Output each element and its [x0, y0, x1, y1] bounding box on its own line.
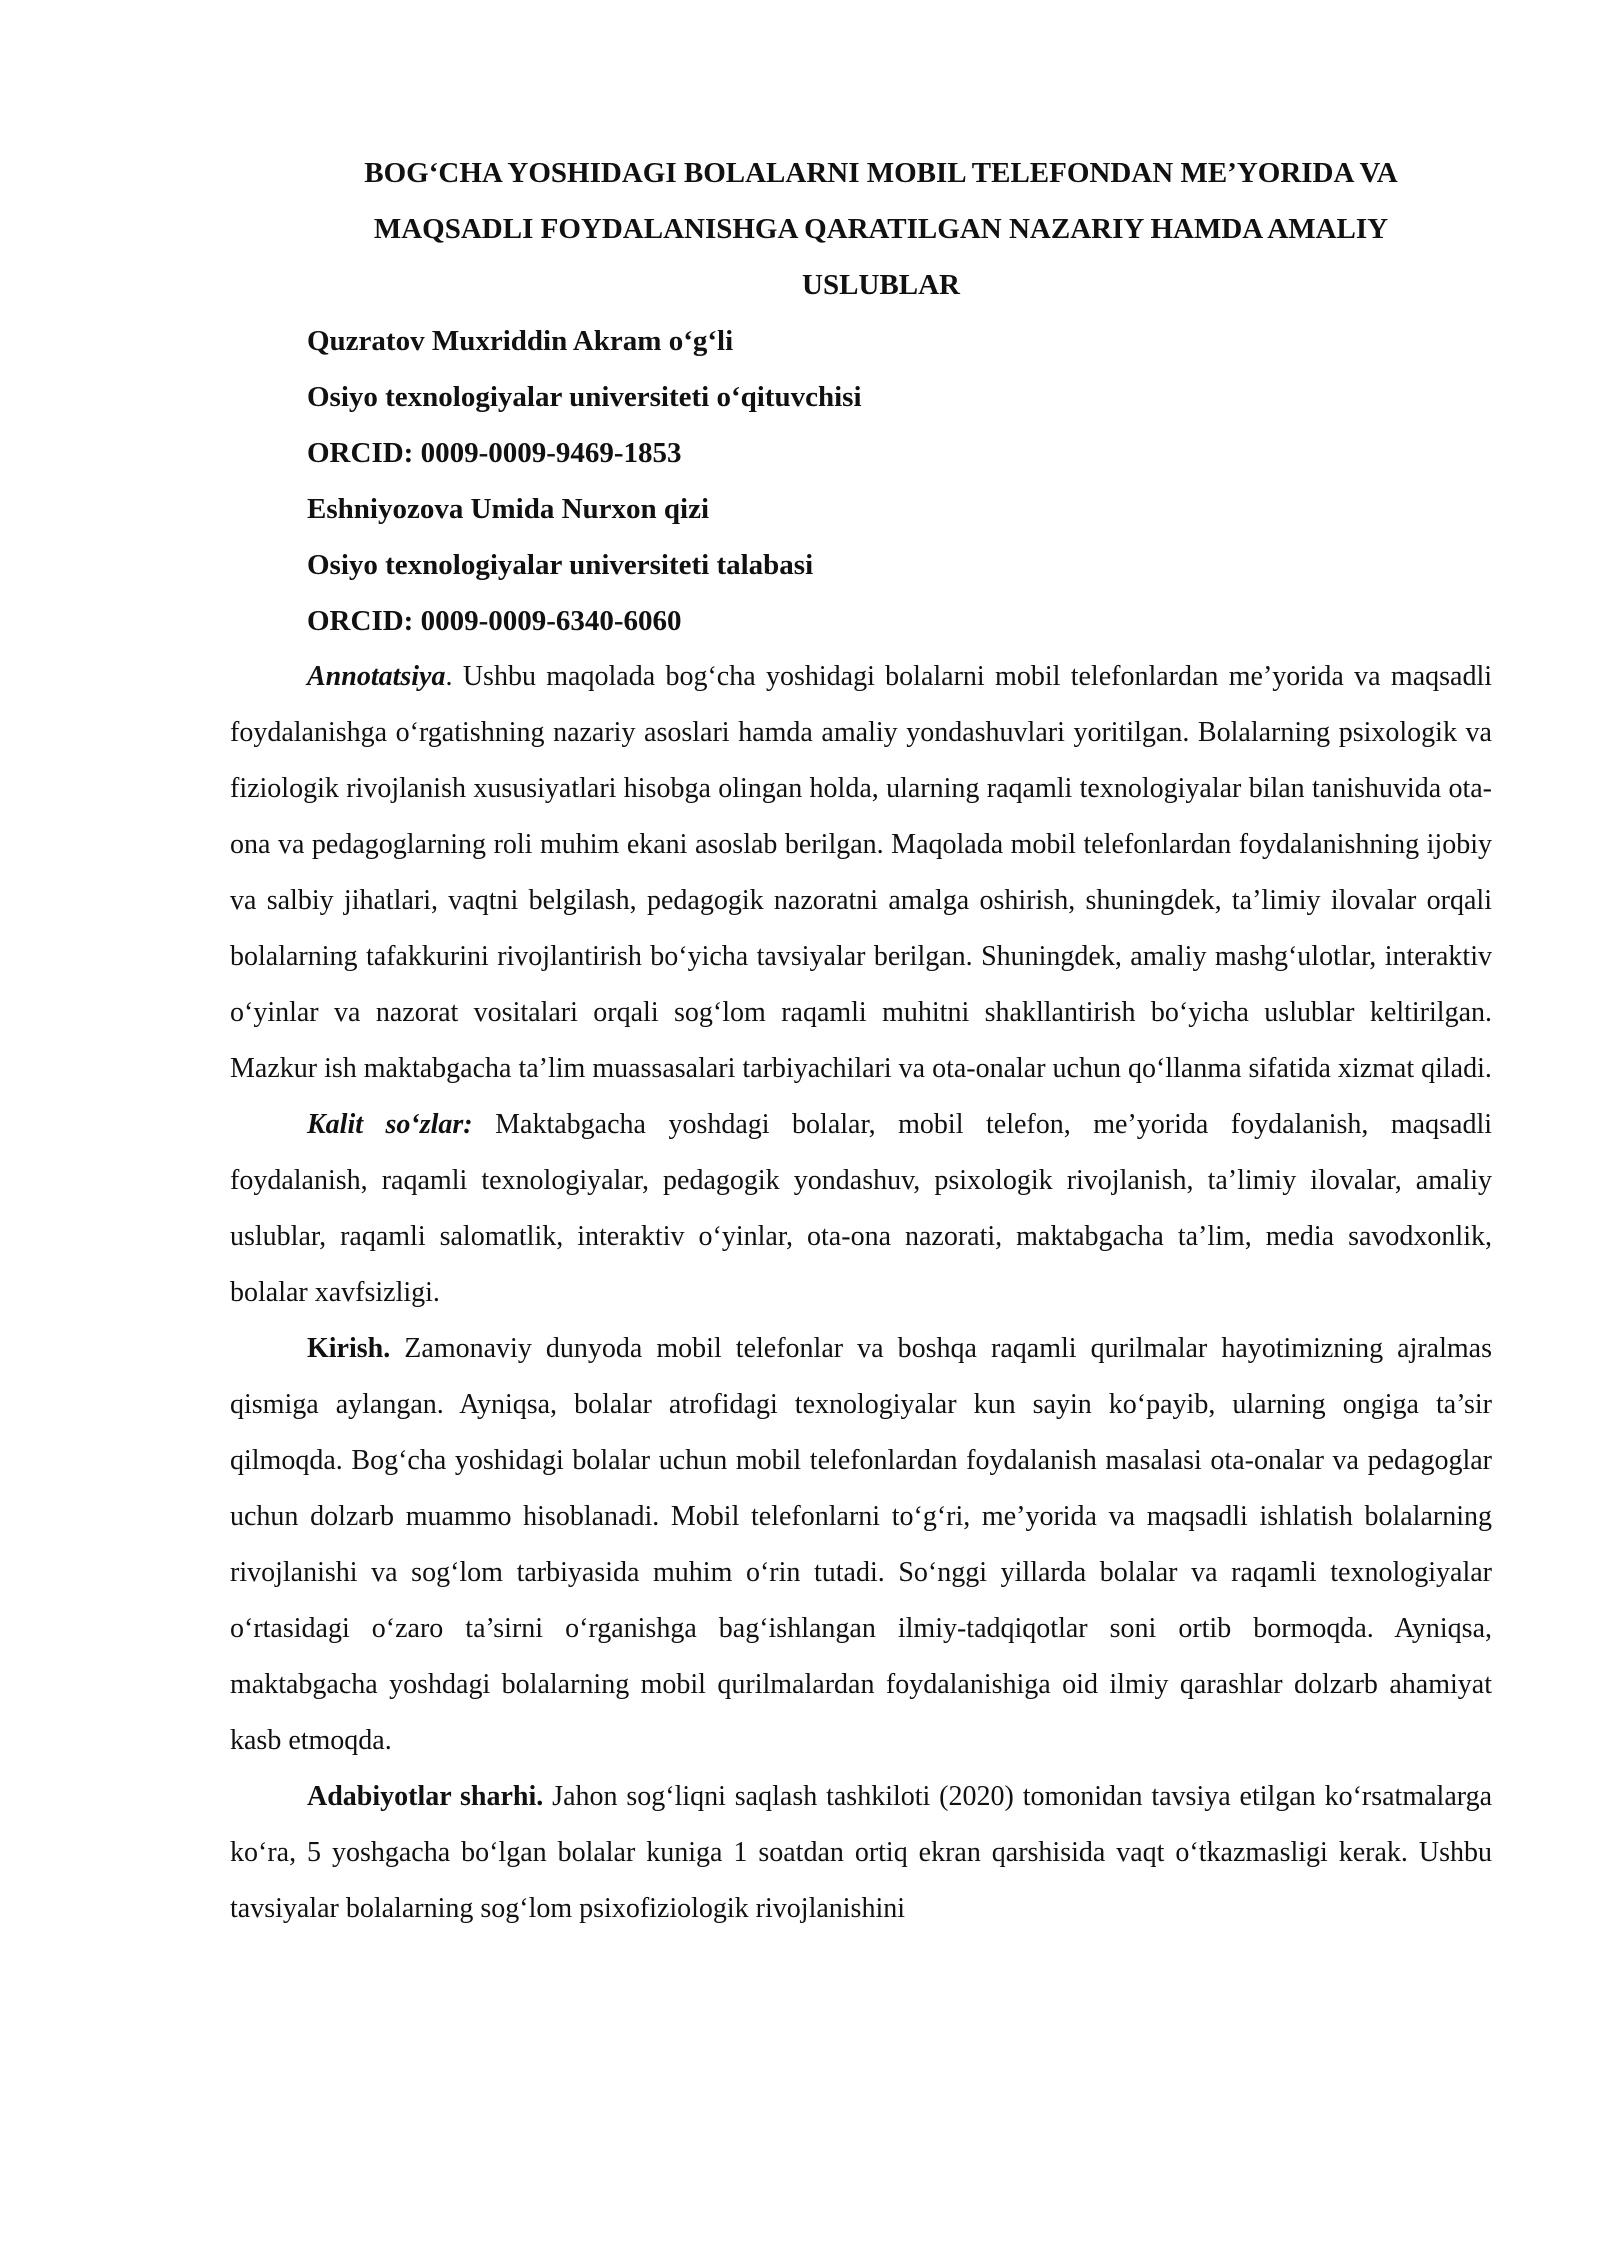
article-title [230, 145, 1492, 313]
abstract-paragraph [230, 649, 1492, 1097]
article-page [230, 145, 1492, 1937]
introduction-paragraph [230, 1321, 1492, 1769]
literature-label: Adabiyotlar sharhi. [307, 1781, 544, 1812]
literature-paragraph [230, 1769, 1492, 1937]
author-1-orcid: ORCID: 0009-0009-9469-1853 [307, 437, 682, 469]
author-1-affiliation: Osiyo texnologiyalar universiteti o‘qituvchisi [307, 381, 862, 413]
keywords-text: Maktabgacha yoshdagi bolalar, mobil telefon, me’yorida foydalanish, maqsadli foydalanish, raqamli texnologiyalar, pedagogik yondashuv, psixologik rivojlanish, ta’limiy ilovalar, amaliy uslublar, raqamli salomatlik, interaktiv o‘yinlar, ota-ona nazorati, maktabgacha ta’lim, media savodxonlik, bolalar xavfsizligi. [230, 1109, 1492, 1308]
author-2-orcid: ORCID: 0009-0009-6340-6060 [307, 605, 682, 637]
author-block [230, 313, 1492, 649]
keywords-paragraph [230, 1097, 1492, 1321]
author-2-affiliation: Osiyo texnologiyalar universiteti talabasi [307, 549, 814, 581]
literature-text: Jahon sog‘liqni saqlash tashkiloti (2020) tomonidan tavsiya etilgan ko‘rsatmalarga ko‘ra, 5 yoshgacha bo‘lgan bolalar kuniga 1 soatdan ortiq ekran qarshisida vaqt o‘tkazmasligi kerak. Ushbu tavsiyalar bolalarning sog‘lom psixofiziologik rivojlanishini [230, 1781, 1492, 1924]
title-line-1: BOG‘CHA YOSHIDAGI BOLALARNI MOBIL TELEFONDAN ME’YORIDA VA [364, 157, 1398, 189]
author-1-name: Quzratov Muxriddin Akram o‘g‘li [307, 325, 734, 357]
author-2-name: Eshniyozova Umida Nurxon qizi [307, 493, 710, 525]
keywords-label: Kalit so‘zlar: [307, 1109, 473, 1140]
abstract-text: . Ushbu maqolada bog‘cha yoshidagi bolalarni mobil telefonlardan me’yorida va maqsadli foydalanishga o‘rgatishning nazariy asoslari hamda amaliy yondashuvlari yoritilgan. Bolalarning psixologik va fiziologik rivojlanish xususiyatlari hisobga olingan holda, ularning raqamli texnologiyalar bilan tanishuvida ota-ona va pedagoglarning roli muhim ekani asoslab berilgan. Maqolada mobil telefonlardan foydalanishning ijobiy va salbiy jihatlari, vaqtni belgilash, pedagogik nazoratni amalga oshirish, shuningdek, ta’limiy ilovalar orqali bolalarning tafakkurini rivojlantirish bo‘yicha tavsiyalar berilgan. Shuningdek, amaliy mashg‘ulotlar, interaktiv o‘yinlar va nazorat vositalari orqali sog‘lom raqamli muhitni shakllantirish bo‘yicha uslublar keltirilgan. Mazkur ish maktabgacha ta’lim muassasalari tarbiyachilari va ota-onalar uchun qo‘llanma sifatida xizmat qiladi. [230, 661, 1492, 1084]
introduction-text: Zamonaviy dunyoda mobil telefonlar va boshqa raqamli qurilmalar hayotimizning ajralmas qismiga aylangan. Ayniqsa, bolalar atrofidagi texnologiyalar kun sayin ko‘payib, ularning ongiga ta’sir qilmoqda. Bog‘cha yoshidagi bolalar uchun mobil telefonlardan foydalanish masalasi ota-onalar va pedagoglar uchun dolzarb muammo hisoblanadi. Mobil telefonlarni to‘g‘ri, me’yorida va maqsadli ishlatish bolalarning rivojlanishi va sog‘lom tarbiyasida muhim o‘rin tutadi. So‘nggi yillarda bolalar va raqamli texnologiyalar o‘rtasidagi o‘zaro ta’sirni o‘rganishga bag‘ishlangan ilmiy-tadqiqotlar soni ortib bormoqda. Ayniqsa, maktabgacha yoshdagi bolalarning mobil qurilmalardan foydalanishiga oid ilmiy qarashlar dolzarb ahamiyat kasb etmoqda. [230, 1333, 1492, 1756]
abstract-label: Annotatsiya [307, 661, 446, 692]
title-line-2: MAQSADLI FOYDALANISHGA QARATILGAN NAZARIY HAMDA AMALIY [373, 213, 1389, 245]
title-line-3: USLUBLAR [802, 269, 960, 301]
introduction-label: Kirish. [307, 1333, 391, 1364]
